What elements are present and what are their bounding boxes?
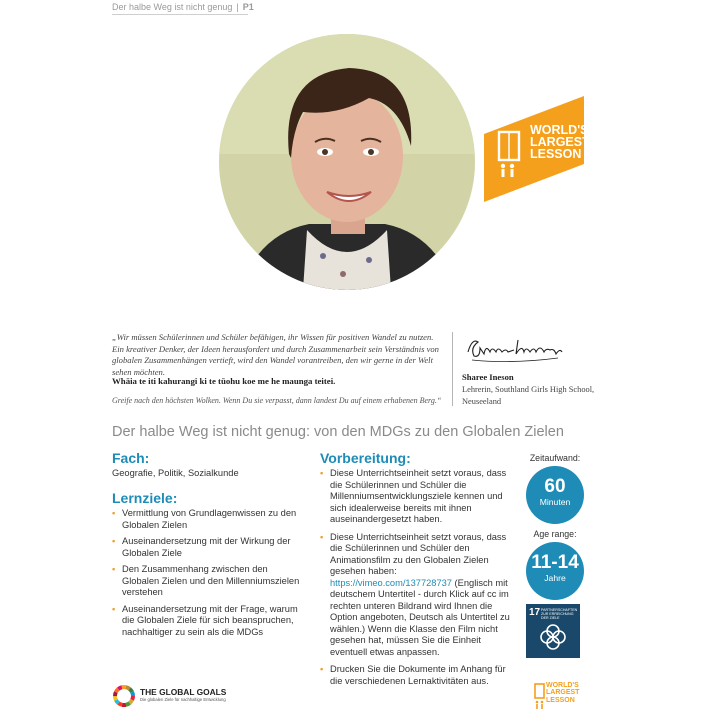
- duration-badge: [526, 466, 584, 524]
- quote-divider: [452, 332, 453, 406]
- footer-wll-text: WORLD'S LARGEST LESSON: [546, 682, 580, 704]
- bullet-icon: •: [112, 603, 116, 614]
- lesson-title: Der halbe Weg ist nicht genug: von den MDGs zu den Globalen Zielen: [112, 424, 564, 440]
- list-item: • Auseinandersetzung mit der Frage, warum die Globalen Ziele für sich beanspruchen, nachhaltiger zu sein als die MDGs: [112, 603, 298, 637]
- header-page-number: P1: [242, 2, 254, 12]
- author-name: Sharee Ineson: [462, 372, 514, 382]
- header-separator: |: [236, 2, 239, 12]
- age-unit: Jahre: [544, 573, 566, 583]
- list-item: • Den Zusammenhang zwischen den Globalen Zielen und den Millenniumszielen verstehen: [112, 564, 300, 597]
- teacher-portrait: [219, 34, 475, 290]
- bullet-icon: •: [112, 564, 116, 574]
- author-role: Lehrerin, Southland Girls High School, Neuseeland: [462, 385, 595, 406]
- lernziele-list: [112, 508, 302, 643]
- age-label: Age range:: [533, 529, 577, 539]
- proverb-translation: Greife nach den höchsten Wolken. Wenn Du sie verpasst, dann landest Du auf einem erhabenen Berg.“: [112, 396, 442, 405]
- vimeo-link[interactable]: https://vimeo.com/137728737: [330, 577, 452, 588]
- book-with-people-icon: [534, 680, 546, 720]
- badge-line1: WORLD'S: [530, 123, 589, 137]
- list-item: • Diese Unterrichtseinheit setzt voraus, dass die Schülerinnen und Schüler die Millenniumsentwicklungsziele kennen und sich idealerweise bereits mit ihnen auseinandergesetzt haben.: [320, 468, 507, 524]
- color-wheel-icon: [112, 684, 136, 708]
- list-item: • Drucken Sie die Dokumente im Anhang für die verschiedenen Lernaktivitäten aus.: [320, 664, 506, 686]
- sdg-number: 17: [529, 607, 541, 618]
- teacher-quote: „Wir müssen Schülerinnen und Schüler befähigen, ihr Wissen für positiven Wandel zu nutzen. Ein kreativer Denker, der Ideen herausfordert und durch Zusammenarbeit sein Verständnis von globalen Zusammenhängen vertieft, wird den Wandel vorantreiben, den wir gerne in der Welt sehen möchten.: [112, 332, 439, 377]
- fach-heading: Fach:: [112, 450, 150, 466]
- list-item: • Vermittlung von Grundlagenwissen zu den Globalen Zielen: [112, 508, 297, 530]
- bullet-icon: •: [320, 531, 324, 542]
- handwritten-signature: [462, 330, 572, 366]
- interlocking-rings-icon: [539, 623, 567, 651]
- page-header: [112, 2, 254, 12]
- lernziele-heading: Lernziele:: [112, 490, 178, 506]
- zeit-label: Zeitaufwand:: [529, 453, 581, 463]
- header-doc-title: Der halbe Weg ist nicht genug: [112, 2, 233, 12]
- global-goals-subtitle: Die globalen Ziele für nachhaltige Entwicklung: [140, 697, 226, 702]
- maori-proverb: Whāia te iti kahurangi ki te tūohu koe me he maunga teitei.: [112, 376, 336, 386]
- fach-text: Geografie, Politik, Sozialkunde: [112, 468, 239, 478]
- badge-text: [530, 124, 590, 160]
- badge-line3: LESSON: [530, 147, 582, 161]
- list-item: • Diese Unterrichtseinheit setzt voraus, dass die Schülerinnen und Schüler den Animationsfilm zu den Globalen Zielen gesehen haben: https://vimeo.com/137728737 (Englisch mit deutschem Untertitel - durch Klick auf cc im rechten unteren Bildrand wird Ihnen die Option angeboten, Deutsch als Untertitel zu wählen.) Wenn die Klasse den Film nicht gesehen hat, müssen Sie die Einheit eventuell etwas anpassen.: [320, 531, 510, 657]
- bullet-icon: •: [112, 508, 116, 518]
- age-badge: [526, 542, 584, 600]
- duration-value: 60: [544, 476, 566, 497]
- header-rule: [112, 14, 248, 15]
- footer-wll-logo: [534, 680, 586, 720]
- list-item: • Auseinandersetzung mit der Wirkung der Globalen Ziele: [112, 536, 291, 558]
- duration-unit: Minuten: [539, 497, 571, 507]
- sdg-17-tile: [526, 604, 580, 658]
- bullet-icon: •: [320, 664, 324, 674]
- age-value: 11-14: [531, 552, 579, 573]
- vorbereitung-heading: Vorbereitung:: [320, 450, 411, 466]
- global-goals-title: THE GLOBAL GOALS: [140, 687, 227, 697]
- sdg-text: PARTNERSCHAFTEN ZUR ERREICHUNG DER ZIELE: [541, 608, 578, 621]
- worlds-largest-lesson-badge: [484, 96, 590, 202]
- vorbereitung-list: [320, 468, 516, 693]
- bullet-icon: •: [112, 536, 116, 546]
- bullet-icon: •: [320, 468, 324, 478]
- badge-line2: LARGEST: [530, 135, 590, 149]
